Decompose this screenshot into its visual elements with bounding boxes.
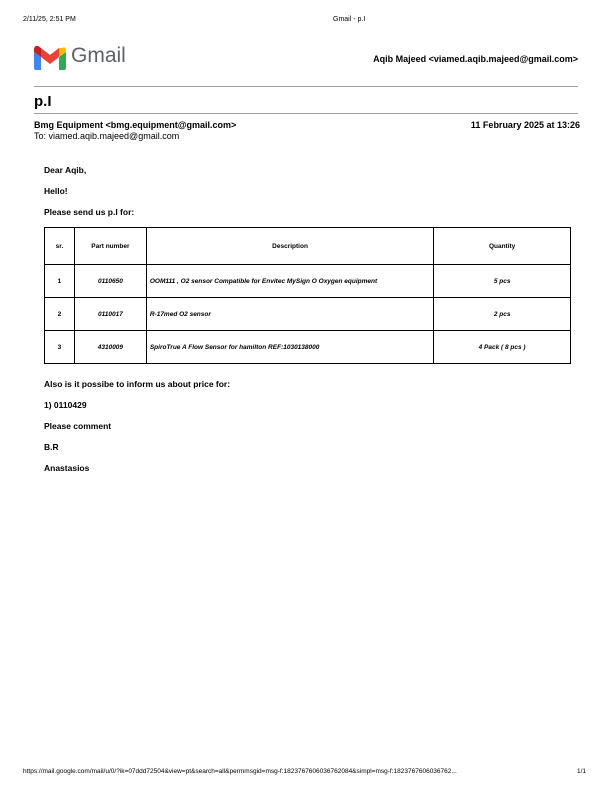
cell-part-number: 0110650 xyxy=(74,265,146,298)
subject-divider xyxy=(34,113,578,114)
table-header-row xyxy=(45,228,571,265)
table-row xyxy=(45,298,571,331)
cell-sr: 2 xyxy=(45,298,75,331)
email-from: Bmg Equipment <bmg.equipment@gmail.com> xyxy=(34,120,237,130)
header-quantity: Quantity xyxy=(434,228,571,265)
print-page-title: Gmail - p.I xyxy=(333,16,366,23)
header-part-number: Part number xyxy=(74,228,146,265)
gmail-wordmark: Gmail xyxy=(71,44,126,67)
email-closing: B.R xyxy=(44,442,59,452)
cell-description: SpiroTrue A Flow Sensor for hamilton REF:1030138000 xyxy=(146,331,433,364)
header-divider xyxy=(34,86,578,87)
account-user: Aqib Majeed <viamed.aqib.majeed@gmail.com> xyxy=(373,54,578,64)
header-sr: sr. xyxy=(45,228,75,265)
email-to: To: viamed.aqib.majeed@gmail.com xyxy=(34,131,180,141)
email-signature: Anastasios xyxy=(44,463,90,473)
cell-description: OOM111 , O2 sensor Compatible for Envitec MySign O Oxygen equipment xyxy=(146,265,433,298)
email-request: Please send us p.I for: xyxy=(44,207,135,217)
table-row xyxy=(45,265,571,298)
cell-quantity: 4 Pack ( 8 pcs ) xyxy=(434,331,571,364)
email-greeting: Dear Aqib, xyxy=(44,165,87,175)
email-comment: Please comment xyxy=(44,421,112,431)
header-description: Description xyxy=(146,228,433,265)
cell-description: R-17med O2 sensor xyxy=(146,298,433,331)
cell-quantity: 5 pcs xyxy=(434,265,571,298)
email-price-question: Also is it possibe to inform us about price for: xyxy=(44,379,231,389)
gmail-logo-icon xyxy=(34,46,66,70)
cell-quantity: 2 pcs xyxy=(434,298,571,331)
cell-sr: 1 xyxy=(45,265,75,298)
cell-part-number: 4310009 xyxy=(74,331,146,364)
email-price-item: 1) 0110429 xyxy=(44,400,87,410)
email-date: 11 February 2025 at 13:26 xyxy=(470,120,580,130)
cell-part-number: 0110017 xyxy=(74,298,146,331)
print-datetime: 2/11/25, 2:51 PM xyxy=(23,16,76,23)
email-hello: Hello! xyxy=(44,186,68,196)
email-subject: p.I xyxy=(34,93,52,110)
table-row xyxy=(45,331,571,364)
parts-table xyxy=(44,227,571,364)
print-footer-url: https://mail.google.com/mail/u/0/?ik=07ddd72504&view=pt&search=all&permmsgid=msg-f:1823767606036762084&simpl=msg-f:1823767606036762... xyxy=(23,768,457,775)
cell-sr: 3 xyxy=(45,331,75,364)
print-footer-page: 1/1 xyxy=(577,768,587,775)
